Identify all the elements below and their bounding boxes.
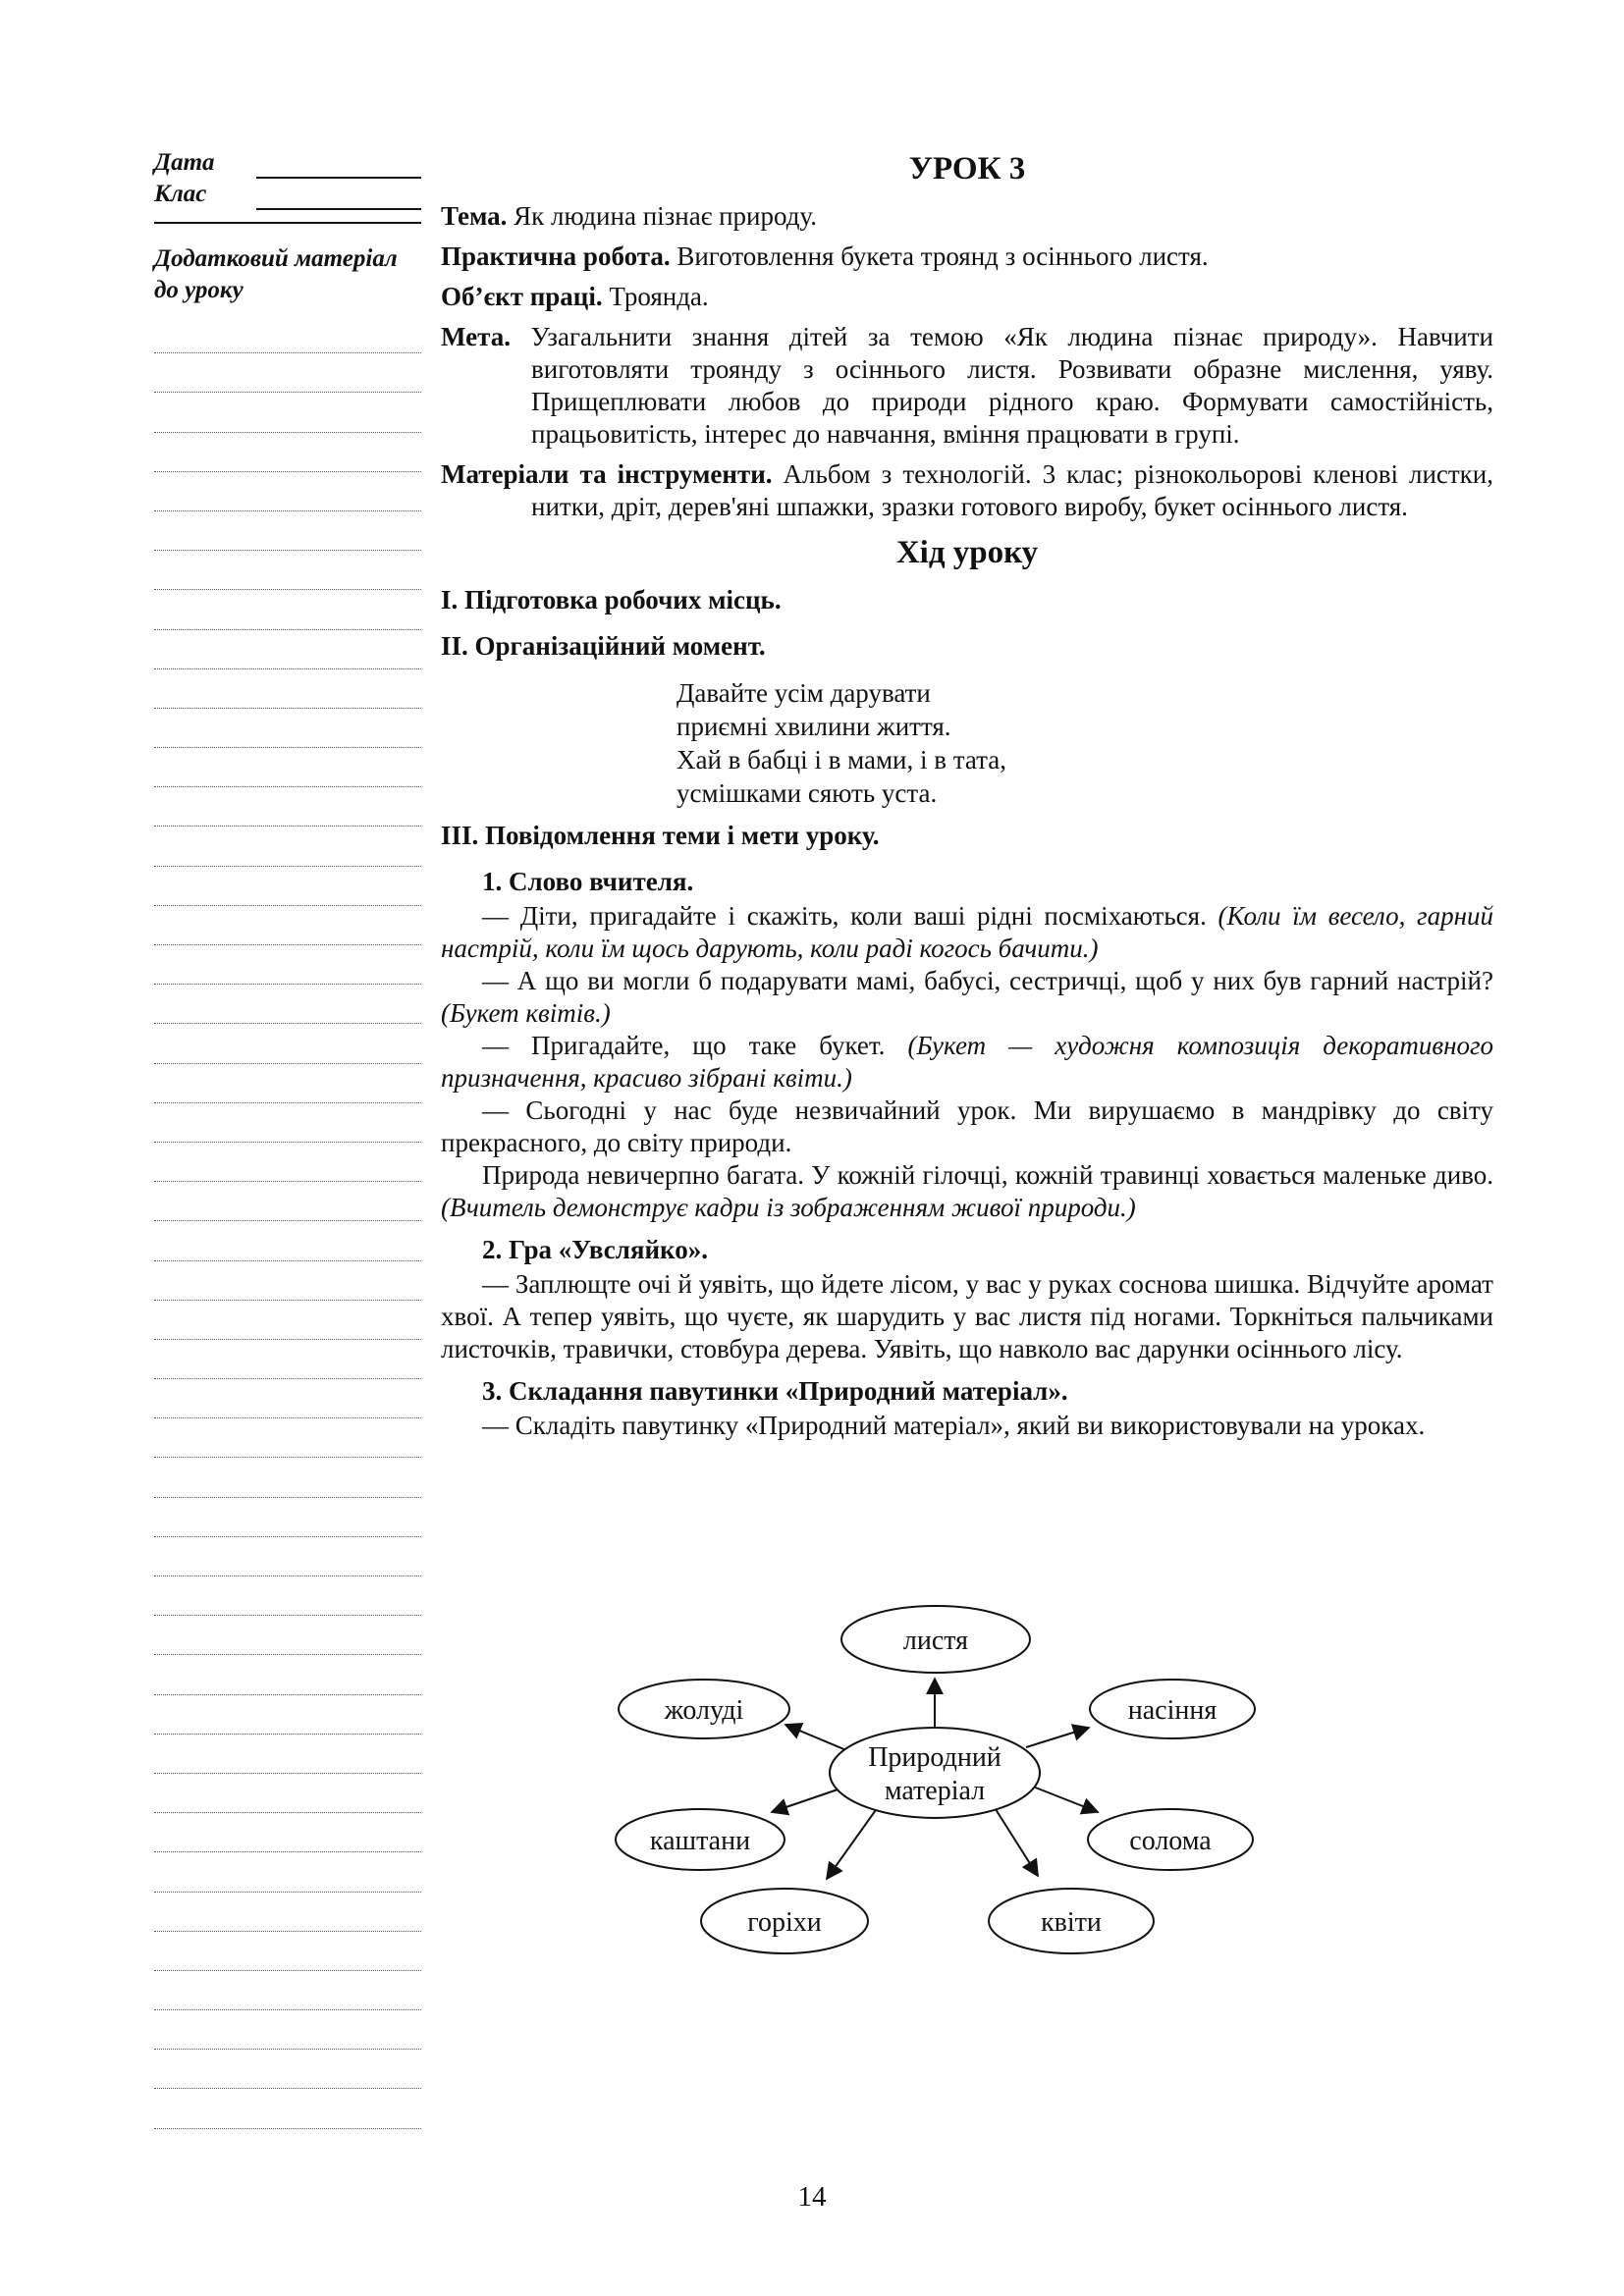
field-text: Альбом з технологій. 3 клас; різнокольорові кленові листки, нитки, дріт, дерев'яні шпажки, зразки готового виробу, букет осіннього листя. [531, 459, 1493, 521]
node-label: листя [902, 1626, 969, 1656]
extra-material-label: Додатковий матеріал до уроку [154, 245, 398, 303]
note-line [154, 2010, 421, 2050]
note-line [154, 1537, 421, 1576]
note-line [154, 748, 421, 787]
diagram-node-nuts [701, 1889, 868, 1953]
poem-line: усмішками сяють уста. [677, 778, 938, 808]
subsection-heading: 3. Складання павутинки «Природний матеріал». [482, 1376, 1068, 1406]
paragraph-text: — Заплющте очі й уявіть, що йдете лісом, у вас у руках соснова шишка. Відчуйте аромат хвої. А тепер уявіть, що чуєте, як шарудить у вас листя під ногами. Торкніться пальчиками листочків, травички, стовбура дерева. Уявіть, що навколо вас дарунки осіннього лісу. [441, 1269, 1493, 1363]
note-line [154, 511, 421, 551]
paragraph-answer: (Букет — художня композиція декоративного призначення, красиво зібрані квіти.) [441, 1031, 1494, 1093]
diagram-center-node [830, 1728, 1040, 1818]
field-label: Матеріали та інструменти. [441, 459, 773, 489]
field-text: Виготовлення букета троянд з осіннього листя. [677, 241, 1209, 271]
practical-work-field [441, 240, 1493, 273]
paragraph [441, 1095, 1493, 1159]
note-line [154, 1852, 421, 1892]
note-line [154, 1971, 421, 2010]
paragraph [441, 1410, 1493, 1442]
note-line [154, 630, 421, 669]
poem-line: Хай в бабці і в мами, і в тата, [677, 745, 1007, 774]
paragraph [441, 1030, 1493, 1095]
center-label-line1: Природний [868, 1742, 1001, 1773]
note-line [154, 2089, 421, 2128]
stage-heading: II. Організаційний момент. [441, 631, 766, 661]
note-line [154, 1932, 421, 1971]
note-line [154, 1655, 421, 1694]
note-line [154, 551, 421, 590]
field-label: Тема. [441, 201, 508, 231]
note-line [154, 1813, 421, 1852]
node-label: насіння [1127, 1695, 1218, 1726]
note-line [154, 827, 421, 866]
class-blank [256, 183, 421, 210]
arrow [785, 1725, 846, 1750]
field-text: Узагальнити знання дітей за темою «Як людина пізнає природу». Навчити виготовляти троянду з осіннього листя. Розвивати образне мислення, уяву. Прищеплювати любов до природи рідного краю. Формувати самостійність, працьовитість, інтерес до навчання, вміння працювати в групі. [530, 322, 1493, 449]
note-line [154, 353, 421, 393]
materials-field [441, 458, 1493, 523]
note-line [154, 1418, 421, 1458]
note-line [154, 906, 421, 945]
stage-heading: III. Повідомлення теми і мети уроку. [441, 821, 880, 850]
note-line [154, 1893, 421, 1932]
course-title: Хід уроку [895, 535, 1039, 570]
subsection-heading: 1. Слово вчителя. [482, 867, 694, 896]
paragraph [441, 1159, 1493, 1224]
paragraph-text: — Складіть павутинку «Природний матеріал», який ви використовували на уроках. [482, 1411, 1426, 1440]
field-label: Практична робота. [441, 241, 671, 271]
field-label: Мета. [441, 322, 511, 351]
note-line [154, 787, 421, 827]
stage-heading: I. Підготовка робочих місць. [441, 585, 782, 614]
paragraph-answer: (Коли їм весело, гарний настрій, коли їм щось дарують, коли раді когось бачити.) [441, 901, 1493, 963]
arrow [1026, 1728, 1089, 1747]
node-label: горіхи [747, 1907, 822, 1938]
note-line [154, 1774, 421, 1813]
lesson-title: УРОК 3 [908, 151, 1026, 187]
topic-field [441, 200, 1493, 233]
subsection-heading: 2. Гра «Увсляйко». [482, 1235, 709, 1264]
work-object-field [441, 281, 1493, 313]
diagram-node-seeds [1090, 1680, 1255, 1738]
note-line [154, 1182, 421, 1221]
diagram-svg [441, 1598, 1493, 1971]
paragraph-text: — Пригадайте, що таке букет. [482, 1031, 886, 1060]
arrow [827, 1807, 878, 1879]
note-line [154, 1301, 421, 1340]
class-label: Клас [154, 181, 207, 207]
note-line [154, 2050, 421, 2089]
note-line [154, 945, 421, 985]
node-label: каштани [649, 1826, 751, 1856]
note-line [154, 1735, 421, 1774]
page-number: 14 [797, 2181, 827, 2213]
paragraph-answer: (Вчитель демонструє кадри із зображенням живої природи.) [441, 1193, 1136, 1222]
poem-line: приємні хвилини життя. [677, 712, 951, 741]
diagram-node-flowers [989, 1889, 1154, 1953]
arrow [772, 1788, 843, 1812]
poem-line: Давайте усім дарувати [677, 678, 931, 708]
node-label: жолуді [664, 1695, 744, 1726]
note-lines [154, 314, 421, 2129]
diagram-node-acorns [619, 1680, 789, 1738]
natural-material-diagram [441, 1598, 1493, 1971]
note-line [154, 1379, 421, 1418]
paragraph-answer: (Букет квітів.) [441, 998, 611, 1028]
note-line [154, 1103, 421, 1143]
note-line [154, 590, 421, 629]
date-label: Дата [154, 149, 215, 176]
paragraph [441, 900, 1493, 965]
poem [441, 676, 1493, 810]
node-label: солома [1129, 1826, 1212, 1856]
lesson-content [441, 147, 1493, 1442]
diagram-node-straw [1088, 1809, 1253, 1870]
paragraph [441, 1268, 1493, 1365]
paragraph [441, 965, 1493, 1030]
note-line [154, 393, 421, 432]
note-line [154, 1340, 421, 1379]
margin-column [154, 147, 421, 2129]
note-line [154, 1576, 421, 1616]
note-line [154, 867, 421, 906]
node-label: квіти [1041, 1907, 1102, 1938]
date-blank [256, 151, 421, 179]
note-line [154, 1261, 421, 1301]
paragraph-text: — А що ви могли б подарувати мамі, бабусі, сестричці, щоб у них був гарний настрій? [482, 966, 1493, 995]
diagram-node-leaves [841, 1606, 1030, 1673]
center-label-line2: матеріал [884, 1776, 986, 1806]
note-line [154, 1695, 421, 1735]
arrow [1033, 1787, 1098, 1812]
note-line [154, 1221, 421, 1260]
paragraph-text: — Сьогодні у нас буде незвичайний урок. Ми вирушаємо в мандрівку до світу прекрасного, до світу природи. [441, 1095, 1493, 1157]
note-line [154, 669, 421, 709]
note-line [154, 985, 421, 1024]
note-line [154, 1498, 421, 1537]
paragraph-text: — Діти, пригадайте і скажіть, коли ваші рідні посміхаються. [482, 901, 1207, 931]
note-line [154, 1143, 421, 1182]
note-line [154, 1458, 421, 1497]
paragraph-text: Природа невичерпно багата. У кожній гілочці, кожній травинці ховається маленьке диво. [482, 1160, 1493, 1190]
margin-rule [154, 210, 421, 224]
note-line [154, 472, 421, 511]
note-line [154, 314, 421, 353]
field-label: Об’єкт праці. [441, 282, 603, 311]
diagram-node-chestnuts [616, 1809, 785, 1870]
arrow [994, 1806, 1038, 1876]
note-line [154, 709, 421, 748]
note-line [154, 1616, 421, 1655]
note-line [154, 1064, 421, 1103]
field-text: Як людина пізнає природу. [514, 201, 817, 231]
date-field [154, 147, 421, 179]
field-text: Троянда. [609, 282, 709, 311]
goal-field [441, 321, 1493, 451]
note-line [154, 433, 421, 472]
class-field [154, 179, 421, 210]
note-line [154, 1024, 421, 1063]
